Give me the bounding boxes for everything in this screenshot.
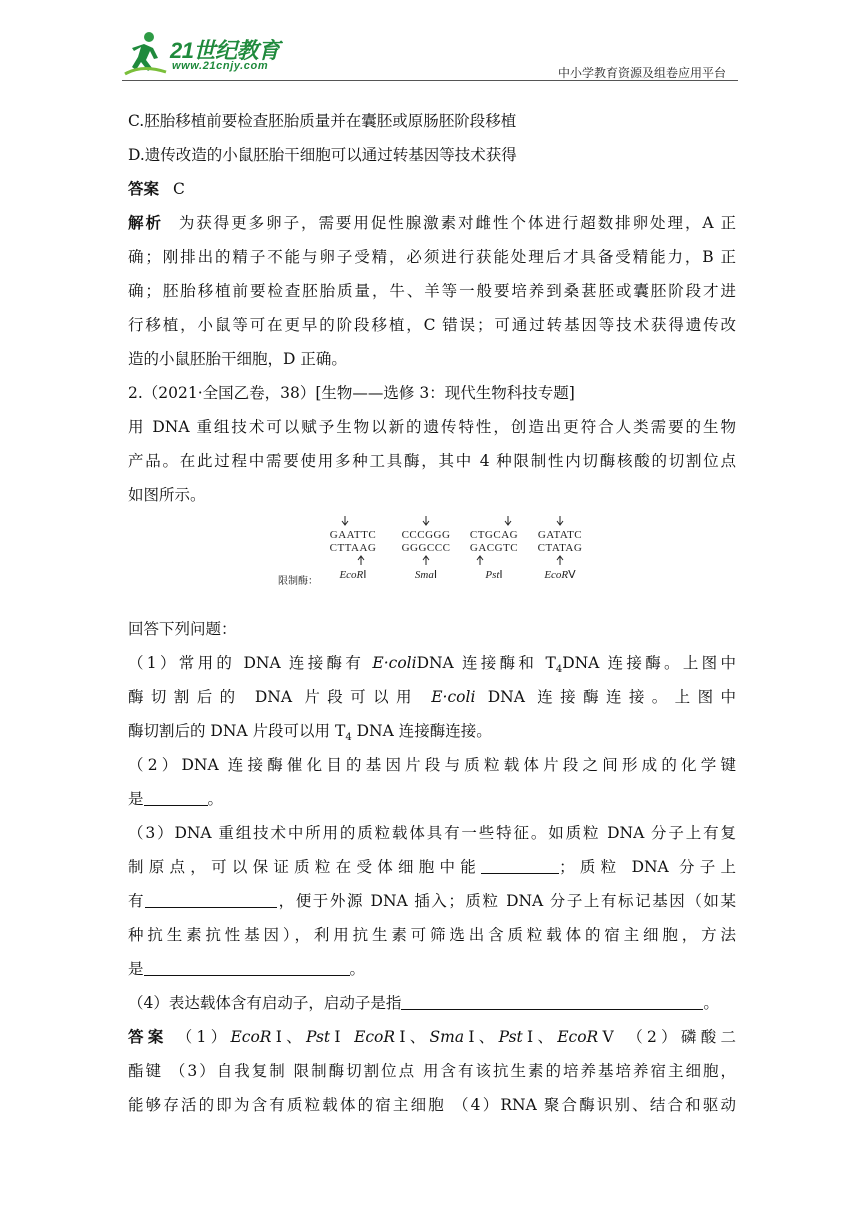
q2-stem-line-1: 用 DNA 重组技术可以赋予生物以新的遗传特性，创造出更符合人类需要的生物 xyxy=(128,418,736,436)
logo-text: 21世纪教育 xyxy=(170,38,280,63)
cut-arrow-icon xyxy=(530,516,590,526)
blank-1[interactable] xyxy=(144,789,208,806)
option-d: D.遗传改造的小鼠胚胎干细胞可以通过转基因等技术获得 xyxy=(128,146,517,164)
sub2-line-2: 是 。 xyxy=(128,790,224,808)
cut-arrow-icon xyxy=(323,555,383,565)
sub2-line-1: （2）DNA 连接酶催化目的基因片段与质粒载体片段之间形成的化学键 xyxy=(128,756,736,774)
enzyme-smai: CCCGGG GGGCCC SmaⅠ xyxy=(396,516,456,581)
blank-2[interactable] xyxy=(481,857,559,874)
answer-label: 答案 xyxy=(128,1027,168,1046)
blank-5[interactable] xyxy=(401,993,703,1010)
q2-stem-line-3: 如图所示。 xyxy=(128,486,206,504)
q2-answer-line-1: 答案 （1）EcoRⅠ、PstⅠ EcoRⅠ、SmaⅠ、PstⅠ、EcoRⅤ （2）磷酸二 xyxy=(128,1027,736,1046)
runner-icon xyxy=(122,30,168,78)
sub3-line-4: 种抗生素抗性基因），利用抗生素可筛选出含质粒载体的宿主细胞，方法 xyxy=(128,926,736,944)
analysis-line-1: 解析 为获得更多卵子，需要用促性腺激素对雌性个体进行超数排卵处理，A 正 xyxy=(128,213,736,232)
enzyme-ecori: GAATTC CTTAAG EcoRⅠ xyxy=(323,516,383,581)
q2-prompt: 回答下列问题： xyxy=(128,620,237,638)
site-logo xyxy=(122,30,292,80)
cut-arrow-icon xyxy=(530,555,590,565)
sub3-line-2: 制原点，可以保证质粒在受体细胞中能 ；质粒 DNA 分子上 xyxy=(128,858,736,876)
sub3-line-5: 是 。 xyxy=(128,960,366,978)
analysis-line-5: 造的小鼠胚胎干细胞，D 正确。 xyxy=(128,350,347,368)
q2-answer-line-3: 能够存活的即为含有质粒载体的宿主细胞 （4）RNA 聚合酶识别、结合和驱动 xyxy=(128,1096,736,1114)
q2-stem-line-2: 产品。在此过程中需要使用多种工具酶，其中 4 种限制性内切酶核酸的切割位点 xyxy=(128,452,736,470)
cut-arrow-icon xyxy=(464,555,524,565)
analysis-label: 解析 xyxy=(128,213,163,232)
cut-arrow-icon xyxy=(396,516,456,526)
option-c: C.胚胎移植前要检查胚胎质量并在囊胚或原肠胚阶段移植 xyxy=(128,112,517,130)
q2-answer-line-2: 酯键 （3）自我复制 限制酶切割位点 用含有该抗生素的培养基培养宿主细胞， xyxy=(128,1062,736,1080)
document-body xyxy=(128,104,736,1122)
figure-label: 限制酶： xyxy=(278,576,318,587)
header-divider xyxy=(122,80,738,81)
analysis-line-2: 确；刚排出的精子不能与卵子受精，必须进行获能处理后才具备受精能力，B 正 xyxy=(128,248,736,266)
sub1-line-3: 酶切割后的 DNA 片段可以用 $T_4$ DNA 连接酶连接。 xyxy=(128,722,492,744)
cut-arrow-icon xyxy=(396,555,456,565)
analysis-line-4: 行移植，小鼠等可在更早的阶段移植，C 错误；可通过转基因等技术获得遗传改 xyxy=(128,316,736,334)
enzyme-psti: CTGCAG GACGTC PstⅠ xyxy=(464,516,524,581)
sub3-line-1: （3）DNA 重组技术中所用的质粒载体具有一些特征。如质粒 DNA 分子上有复 xyxy=(128,824,736,842)
sub3-line-3: 有 ，便于外源 DNA 插入；质粒 DNA 分子上有标记基因（如某 xyxy=(128,892,736,910)
sub4-line: （4）表达载体含有启动子，启动子是指 。 xyxy=(128,994,719,1012)
answer-label: 答案 xyxy=(128,179,160,198)
cut-arrow-icon xyxy=(323,516,383,526)
analysis-line-3: 确；胚胎移植前要检查胚胎质量，牛、羊等一般要培养到桑葚胚或囊胚阶段才进 xyxy=(128,282,736,300)
restriction-site-figure xyxy=(278,516,598,592)
sub1-line-2: 酶切割后的 DNA 片段可以用 E·coli DNA 连接酶连接。上图中 xyxy=(128,688,736,706)
blank-4[interactable] xyxy=(144,959,350,976)
enzyme-ecorv: GATATC CTATAG EcoRⅤ xyxy=(530,516,590,581)
blank-3[interactable] xyxy=(145,891,277,908)
page-header xyxy=(0,0,860,90)
logo-url: www.21cnjy.com xyxy=(172,60,269,72)
cut-arrow-icon xyxy=(464,516,524,526)
q2-heading: 2.（2021·全国乙卷，38）[生物——选修 3：现代生物科技专题] xyxy=(128,384,575,402)
answer-value: C xyxy=(173,180,185,198)
q1-answer xyxy=(128,172,736,206)
sub1-line-1: （1）常用的 DNA 连接酶有 E·coliDNA 连接酶和 $T_4DNA$ 连接酶。上图中 xyxy=(128,654,736,676)
platform-title: 中小学教育资源及组卷应用平台 xyxy=(557,66,726,80)
